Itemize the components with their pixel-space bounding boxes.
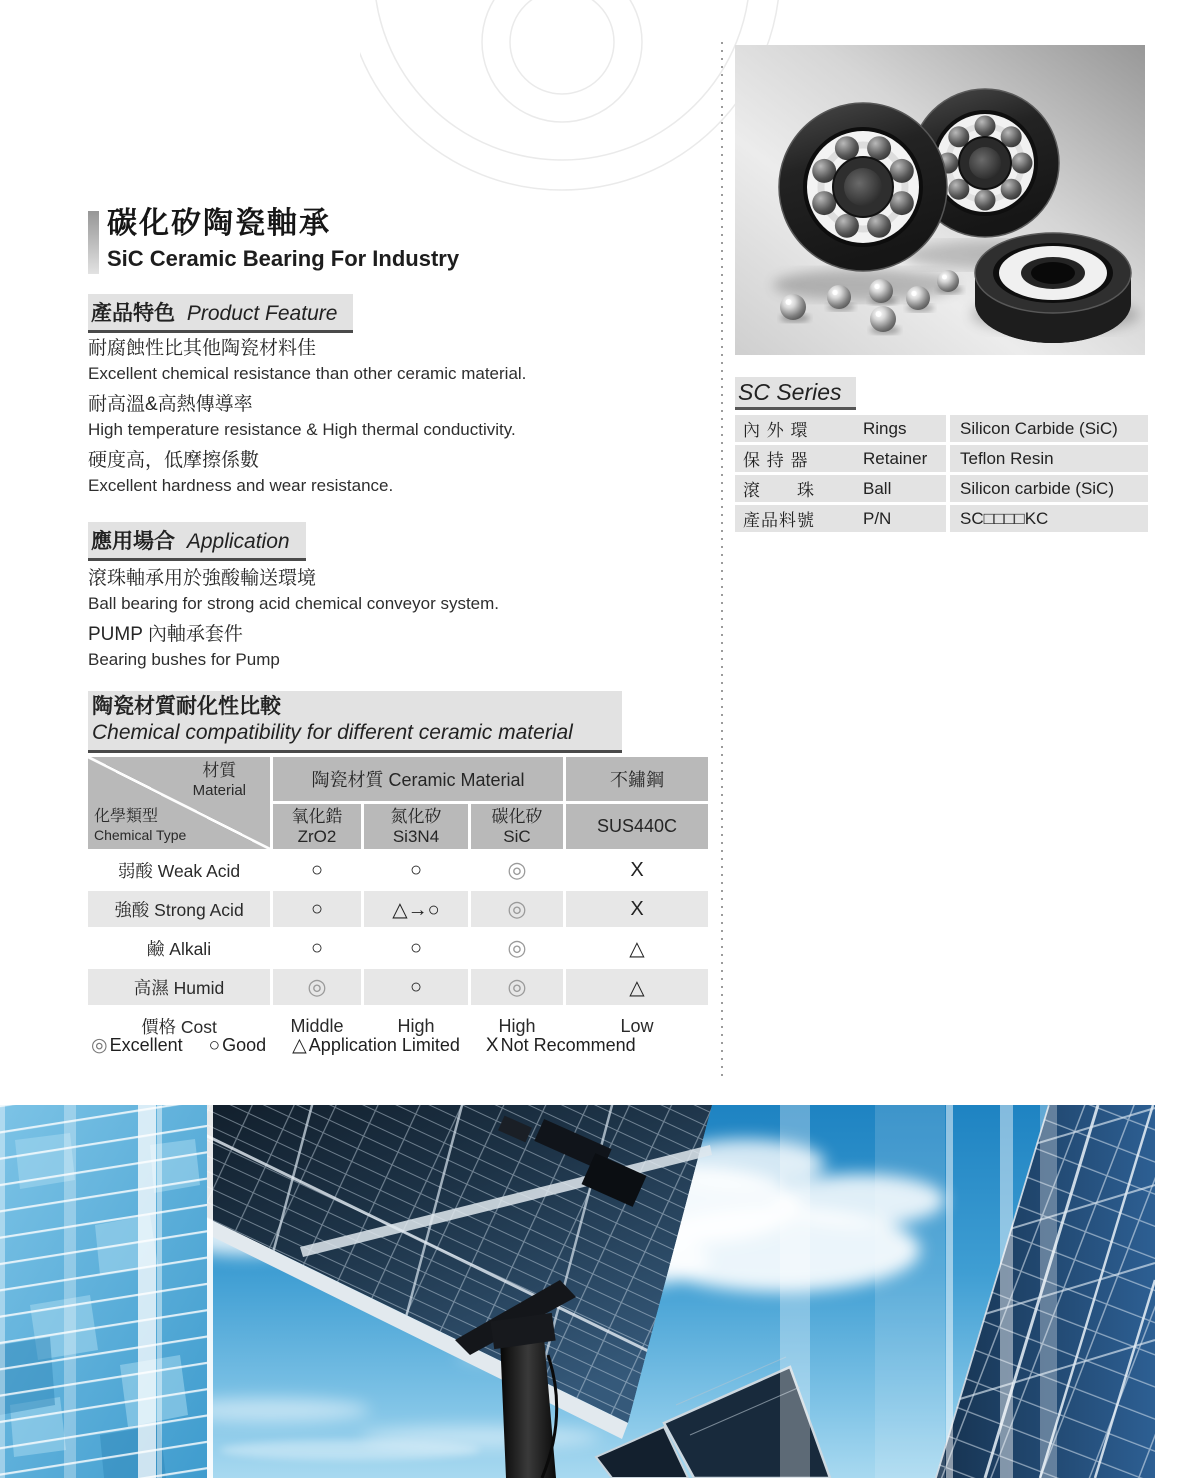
table-cell: ○ (364, 852, 468, 888)
sc-value: SC□□□□KC (950, 505, 1148, 532)
application-item-en: Ball bearing for strong acid chemical conveyor system. (88, 594, 500, 613)
compatibility-table (88, 757, 708, 1044)
feature-item-zh: 耐腐蝕性比其他陶瓷材料佳 (88, 338, 317, 359)
application-item (88, 566, 499, 616)
table-cell: ◎ (471, 852, 563, 888)
feature-item-zh: 耐高溫&高熱傳導率 (88, 394, 253, 415)
compatibility-heading (88, 691, 622, 753)
application-heading-en: Application (186, 530, 290, 553)
table-cell: △ (566, 930, 708, 966)
feature-item-en: High temperature resistance & High thermal conductivity. (88, 420, 516, 439)
legend-item: X Not Recommend (485, 1034, 636, 1056)
sc-series-heading: SC Series (735, 377, 856, 410)
feature-item-en: Excellent chemical resistance than other ceramic material. (88, 364, 527, 383)
table-cell: X (566, 852, 708, 888)
feature-item-en: Excellent hardness and wear resistance. (88, 476, 394, 495)
sc-value: Teflon Resin (950, 445, 1148, 472)
title-accent-bar (88, 211, 99, 274)
row-label: 價格 Cost (88, 1008, 270, 1044)
table-cell: ◎ (471, 969, 563, 1005)
solar-panel-left (0, 1105, 207, 1478)
sc-label-en: Rings (863, 418, 907, 438)
table-cell: △ (566, 969, 708, 1005)
table-cell: ○ (273, 930, 361, 966)
table-cell: Middle (273, 1008, 361, 1044)
good-icon: ○ (208, 1034, 221, 1056)
application-item-zh: PUMP 內軸承套件 (88, 624, 243, 645)
feature-item-zh: 硬度高，低摩擦係數 (88, 450, 260, 471)
row-label: 鹼 Alkali (88, 930, 270, 966)
table-cell: ○ (364, 930, 468, 966)
table-cell: ◎ (273, 969, 361, 1005)
product-feature-list (88, 336, 526, 504)
sc-series-table (735, 415, 1148, 535)
sc-row (735, 445, 1148, 472)
table-cell: ◎ (471, 930, 563, 966)
bearing-lying-flat (975, 233, 1131, 343)
column-header-sic: 碳化矽 SiC (471, 804, 563, 849)
ceramic-group-header: 陶瓷材質 Ceramic Material (273, 757, 563, 801)
sc-label-zh: 產品料號 (743, 511, 815, 530)
sc-row (735, 475, 1148, 502)
column-header-si3n4: 氮化矽 Si3N4 (364, 804, 468, 849)
corner-chemical-label: 化學類型 Chemical Type (94, 808, 187, 843)
table-cell: ○ (364, 969, 468, 1005)
product-feature-heading-en: Product Feature (186, 302, 338, 325)
application-list (88, 566, 499, 678)
stainless-group-header: 不鏽鋼 (566, 757, 708, 801)
column-header-zro2: 氧化鋯 ZrO2 (273, 804, 361, 849)
legend-item: ○ Good (208, 1034, 267, 1056)
page-title-zh: 碳化矽陶瓷軸承 (107, 207, 331, 240)
symbol-legend (91, 1034, 636, 1057)
excellent-icon: ◎ (91, 1035, 108, 1056)
compatibility-heading-zh: 陶瓷材質耐化性比較 (92, 695, 281, 718)
sc-value: Silicon carbide (SiC) (950, 475, 1148, 502)
table-cell: High (471, 1008, 563, 1044)
dotted-divider (721, 42, 723, 1082)
sc-label-en: P/N (863, 508, 892, 528)
row-label: 高濕 Humid (88, 969, 270, 1005)
ceramic-bearings-photo (735, 45, 1145, 355)
product-feature-heading-zh: 產品特色 (91, 302, 175, 325)
sc-label-zh: 滾 珠 (743, 481, 815, 500)
corner-material-label: 材質 Material (192, 761, 246, 799)
sc-value: Silicon Carbide (SiC) (950, 415, 1148, 442)
page-title (107, 204, 459, 273)
row-label: 弱酸 Weak Acid (88, 852, 270, 888)
page-title-en: SiC Ceramic Bearing For Industry (107, 246, 460, 271)
solar-panels-photo (0, 1105, 1155, 1478)
bearing-upright-front (779, 103, 947, 271)
limited-icon: △ (292, 1035, 307, 1056)
table-cell: High (364, 1008, 468, 1044)
row-label: 強酸 Strong Acid (88, 891, 270, 927)
sc-row (735, 415, 1148, 442)
application-item-zh: 滾珠軸承用於強酸輸送環境 (88, 568, 317, 589)
table-cell: ◎ (471, 891, 563, 927)
application-item-en: Bearing bushes for Pump (88, 650, 280, 669)
sc-label-en: Retainer (863, 448, 928, 468)
application-heading (88, 522, 306, 561)
sc-label-en: Ball (863, 478, 892, 498)
application-heading-zh: 應用場合 (91, 530, 175, 553)
application-item (88, 622, 499, 672)
table-cell: ○ (273, 852, 361, 888)
sc-row (735, 505, 1148, 532)
legend-item: △ Application Limited (292, 1035, 460, 1056)
sc-label-zh: 內 外 環 (743, 421, 809, 440)
table-corner-cell (88, 757, 270, 849)
feature-item (88, 336, 526, 386)
table-cell: Low (566, 1008, 708, 1044)
column-header-sus440c: SUS440C (566, 804, 708, 849)
sc-label-zh: 保 持 器 (743, 451, 809, 470)
compatibility-heading-en: Chemical compatibility for different ceramic material (92, 721, 573, 744)
feature-item (88, 448, 526, 498)
legend-item: ◎ Excellent (91, 1035, 183, 1056)
table-cell: X (566, 891, 708, 927)
product-feature-heading (88, 294, 353, 333)
table-cell: △→○ (364, 891, 468, 927)
not-recommend-icon: X (485, 1034, 499, 1056)
feature-item (88, 392, 526, 442)
table-cell: ○ (273, 891, 361, 927)
